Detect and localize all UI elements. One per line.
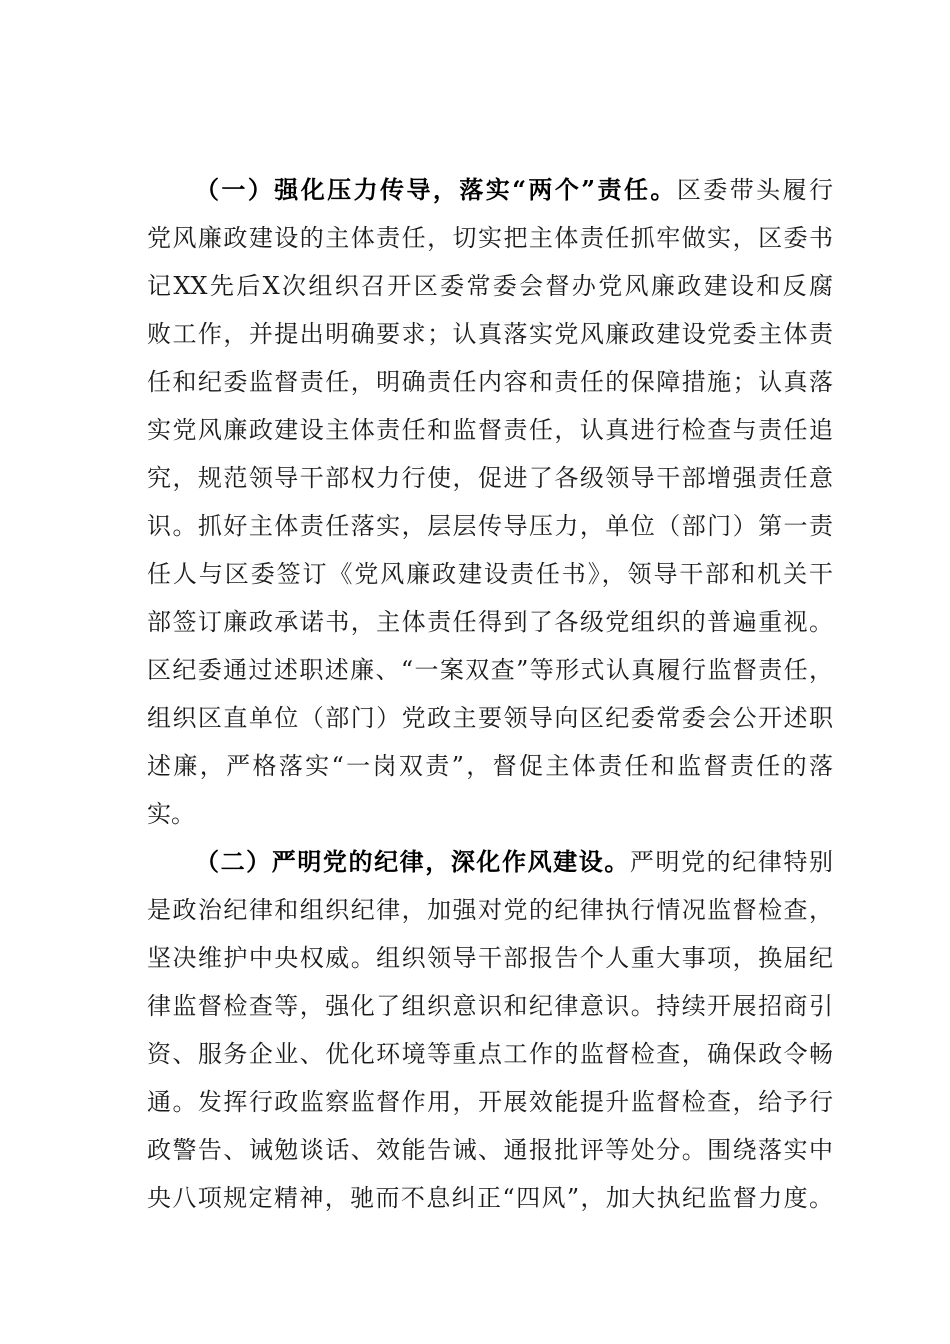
section-2-line-2: 坚决维护中央权威。组织领导干部报告个人重大事项，换届纪 bbox=[147, 944, 833, 972]
section-2-line-7: 央八项规定精神，驰而不息纠正“四风”，加大执纪监督力度。 bbox=[147, 1184, 833, 1212]
section-1-line-12: 述廉，严格落实“一岗双责”，督促主体责任和监督责任的落 bbox=[147, 752, 833, 780]
section-1-line-0: 区委带头履行 bbox=[676, 176, 834, 204]
section-1-line-6: 究，规范领导干部权力行使，促进了各级领导干部增强责任意 bbox=[147, 464, 833, 492]
section-1-line-3: 败工作，并提出明确要求；认真落实党风廉政建设党委主体责 bbox=[147, 320, 833, 348]
section-1-line-13: 实。 bbox=[147, 800, 195, 828]
section-2-line-4: 资、服务企业、优化环境等重点工作的监督检查，确保政令畅 bbox=[147, 1040, 833, 1068]
section-1-line-5: 实党风廉政建设主体责任和监督责任，认真进行检查与责任追 bbox=[147, 416, 833, 444]
section-1-line-8: 任人与区委签订《党风廉政建设责任书》，领导干部和机关干 bbox=[147, 560, 833, 588]
section-1-line-11: 组织区直单位（部门）党政主要领导向区纪委常委会公开述职 bbox=[147, 704, 833, 732]
section-1-line-1: 党风廉政建设的主体责任，切实把主体责任抓牢做实，区委书 bbox=[147, 224, 833, 252]
section-2-first-line bbox=[195, 842, 833, 882]
section-1-first-line bbox=[195, 170, 833, 210]
section-1-line-9: 部签订廉政承诺书，主体责任得到了各级党组织的普遍重视。 bbox=[147, 608, 833, 636]
section-2-line-3: 律监督检查等，强化了组织意识和纪律意识。持续开展招商引 bbox=[147, 992, 833, 1020]
section-2-line-5: 通。发挥行政监察监督作用，开展效能提升监督检查，给予行 bbox=[147, 1088, 833, 1116]
section-2-line-6: 政警告、诫勉谈话、效能告诫、通报批评等处分。围绕落实中 bbox=[147, 1136, 833, 1164]
section-1-line-2: 记XX先后X次组织召开区委常委会督办党风廉政建设和反腐 bbox=[147, 272, 833, 300]
section-1-line-4: 任和纪委监督责任，明确责任内容和责任的保障措施；认真落 bbox=[147, 368, 833, 396]
section-1-heading: （一）强化压力传导，落实“两个”责任。 bbox=[195, 175, 677, 204]
section-2-heading: （二）严明党的纪律，深化作风建设。 bbox=[195, 847, 630, 876]
section-1-line-10: 区纪委通过述职述廉、“一案双查”等形式认真履行监督责任， bbox=[147, 656, 833, 684]
section-2-line-1: 是政治纪律和组织纪律，加强对党的纪律执行情况监督检查， bbox=[147, 896, 833, 924]
section-2-line-0: 严明党的纪律特别 bbox=[629, 848, 834, 876]
section-1-line-7: 识。抓好主体责任落实，层层传导压力，单位（部门）第一责 bbox=[147, 512, 833, 540]
